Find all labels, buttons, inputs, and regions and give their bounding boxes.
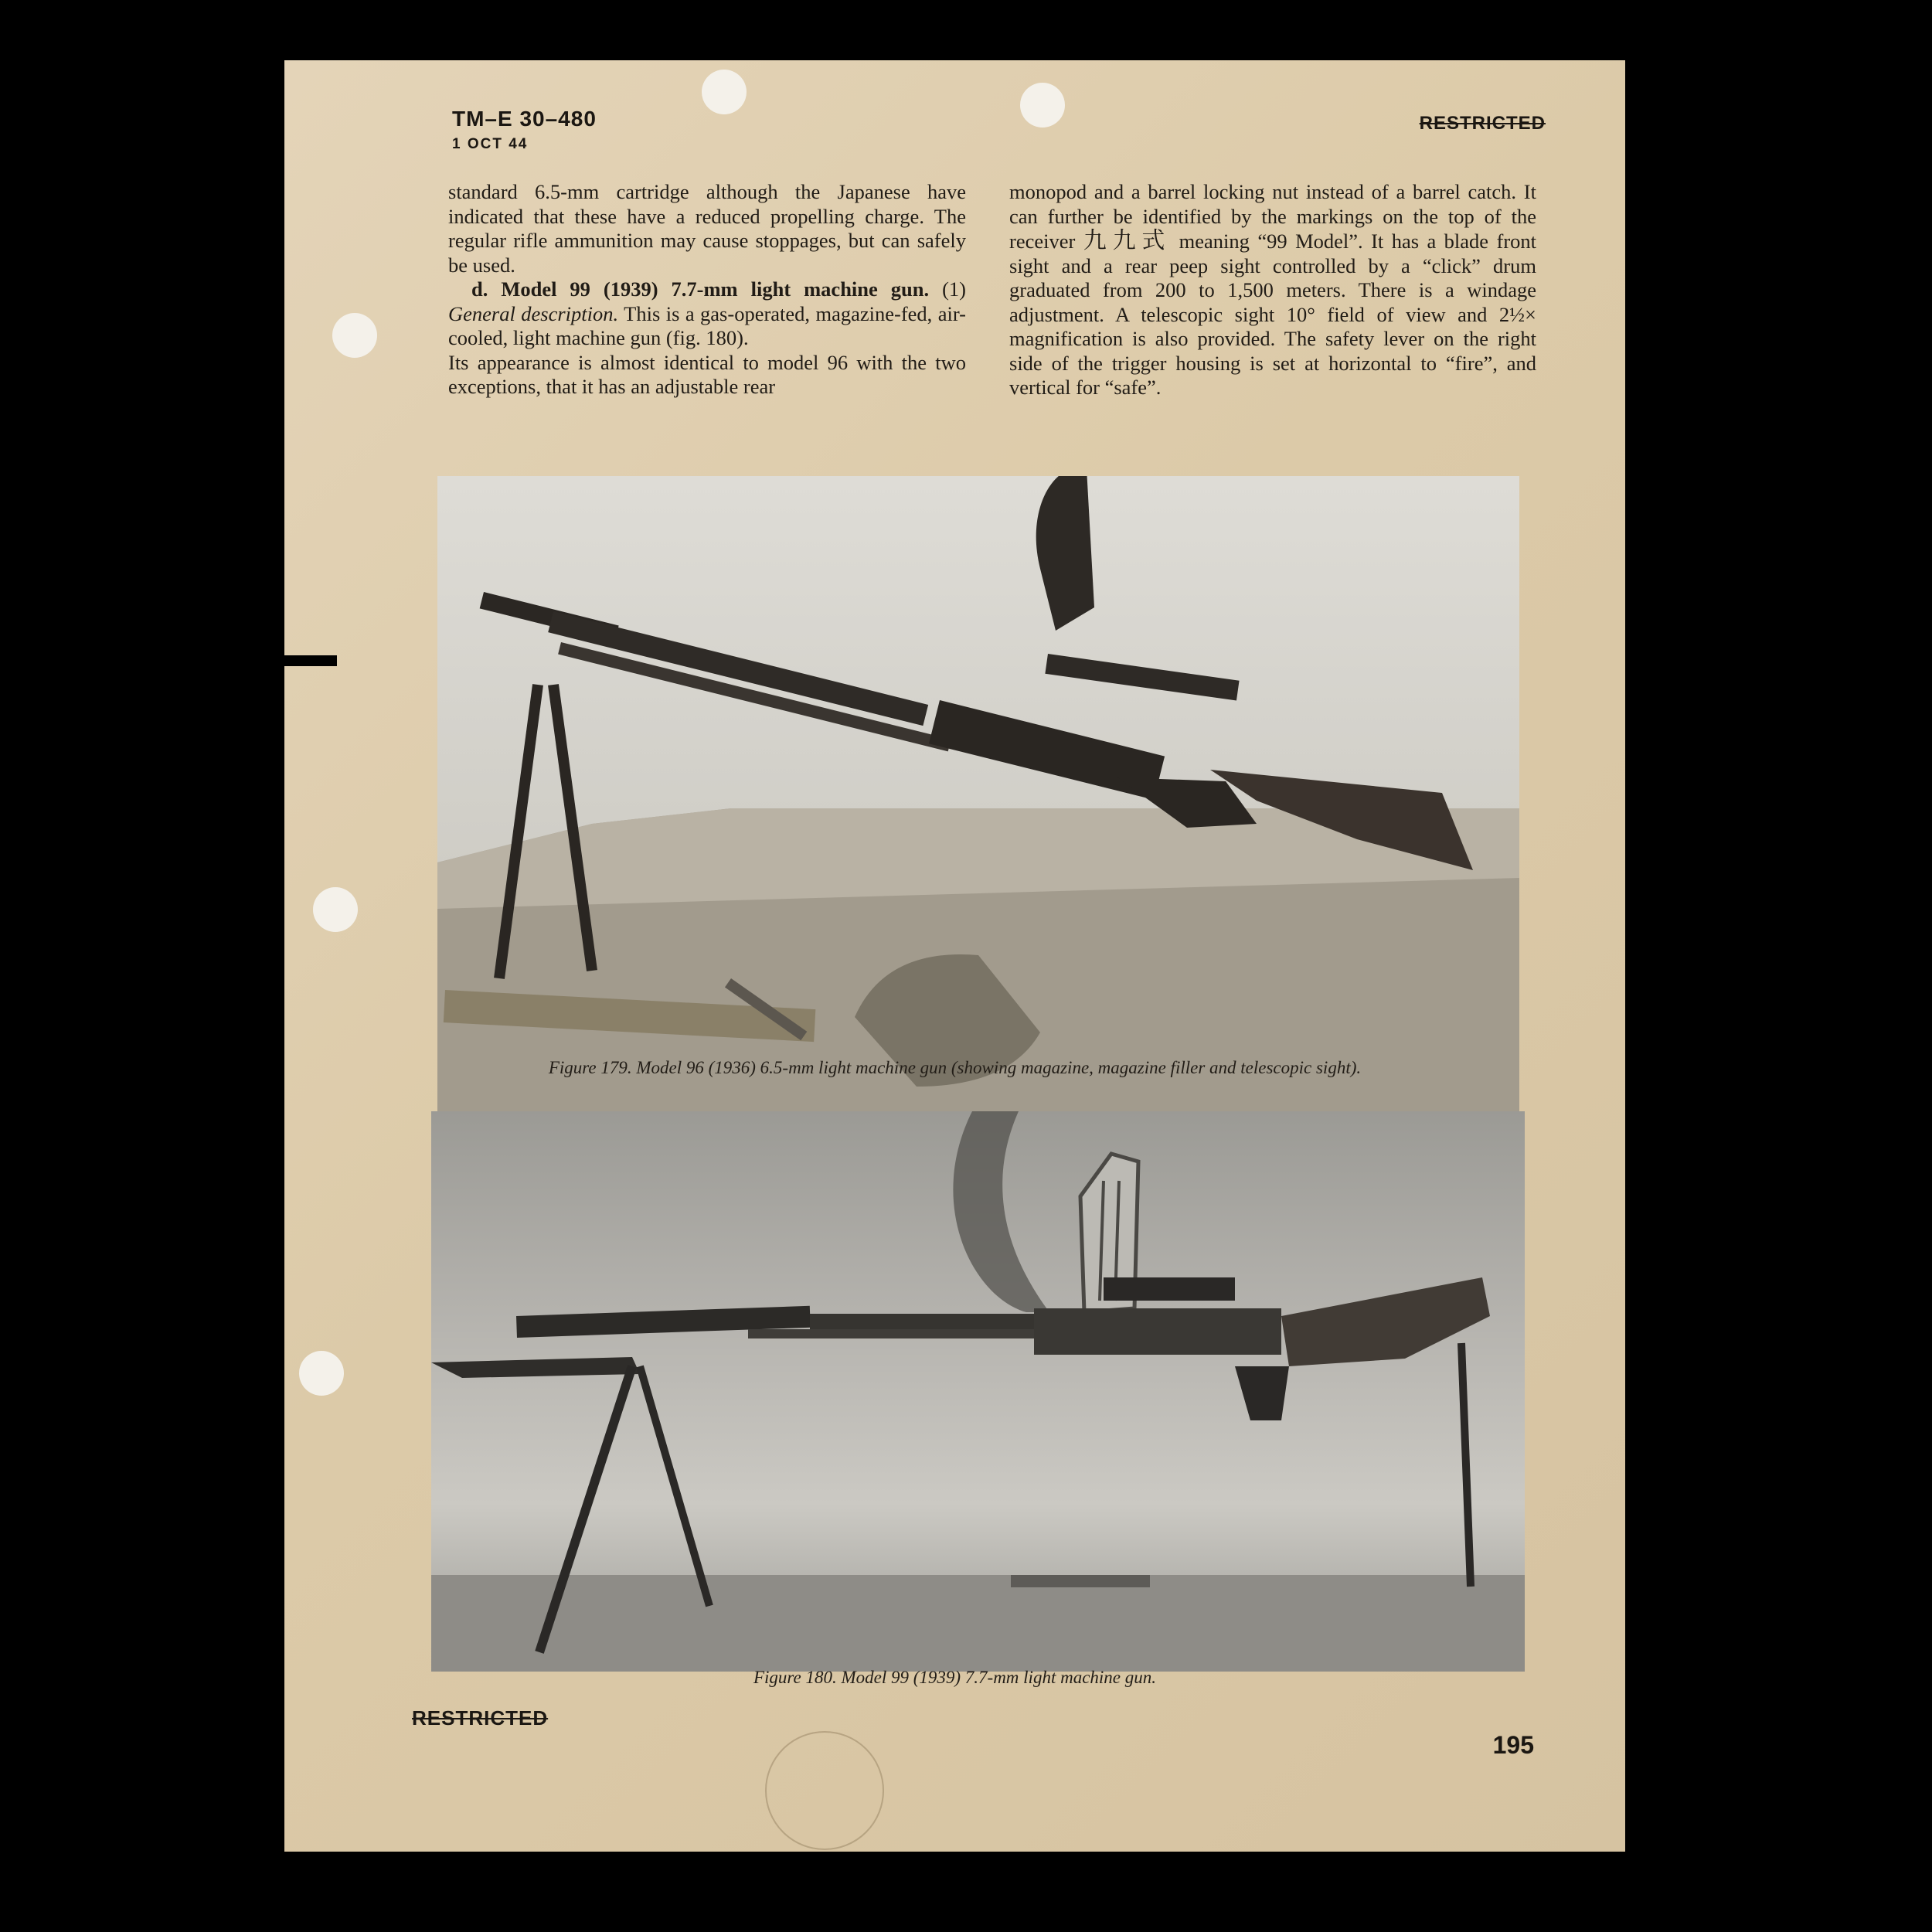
figure-180-caption: Figure 180. Model 99 (1939) 7.7-mm light machine gun.: [753, 1668, 1157, 1687]
binder-hole: [313, 887, 358, 932]
subsection-title: General description.: [448, 301, 619, 325]
binder-hole: [332, 313, 377, 358]
header-classification: RESTRICTED: [1419, 113, 1546, 134]
paragraph: Its appearance is almost identical to model 96 with the two exceptions, that it has an adjustable rear: [448, 350, 966, 398]
text-column-left: [448, 180, 966, 400]
page-number: 195: [1492, 1731, 1534, 1759]
section-heading: d. Model 99 (1939) 7.7-mm light machine gun.: [471, 277, 930, 301]
binder-hole: [299, 1351, 344, 1396]
binder-hole: [1020, 83, 1065, 128]
page-tear: [284, 655, 337, 666]
text-column-right: [1009, 180, 1536, 400]
paragraph-text: monopod and a barrel locking nut instead of a barrel catch. It can further be identified by the markings on the top of the receiver: [1009, 180, 1536, 253]
receiver-marking: 九九式: [1083, 227, 1172, 254]
footer-classification: RESTRICTED: [412, 1706, 549, 1730]
paragraph-text: meaning “99 Model”. It has a blade front sight and a rear peep sight controlled by a “click” drum graduated from 200 to 1,500 meters. There is a windage adjustment. A telescopic sight 10° field of view and 2½× magnification is also provided. The safety lever on the right side of the trigger housing is set at horizontal to “fire”, and vertical for “safe”.: [1009, 230, 1537, 399]
paragraph: [1009, 180, 1536, 400]
binder-hole: [702, 70, 747, 114]
subsection-number: (1): [942, 277, 967, 301]
paragraph-section-d: [448, 277, 966, 351]
manual-page: [284, 60, 1625, 1852]
figure-179-photo: [437, 476, 1519, 1125]
figure-179-caption: Figure 179. Model 96 (1936) 6.5-mm light machine gun (showing magazine, magazine filler and telescopic sight).: [548, 1058, 1362, 1077]
binder-hole-faint: [765, 1731, 884, 1850]
figure-180-photo: [431, 1111, 1525, 1672]
document-number: TM–E 30–480: [452, 107, 597, 131]
document-date: 1 OCT 44: [452, 136, 529, 152]
paragraph: standard 6.5-mm cartridge although the Japanese have indicated that these have a reduced propelling charge. The regular rifle ammunition may cause stoppages, but can safely be used.: [448, 180, 966, 277]
paragraph-text: This is a gas-operated, magazine-fed, air-cooled, light machine gun (fig. 180).: [448, 301, 966, 349]
